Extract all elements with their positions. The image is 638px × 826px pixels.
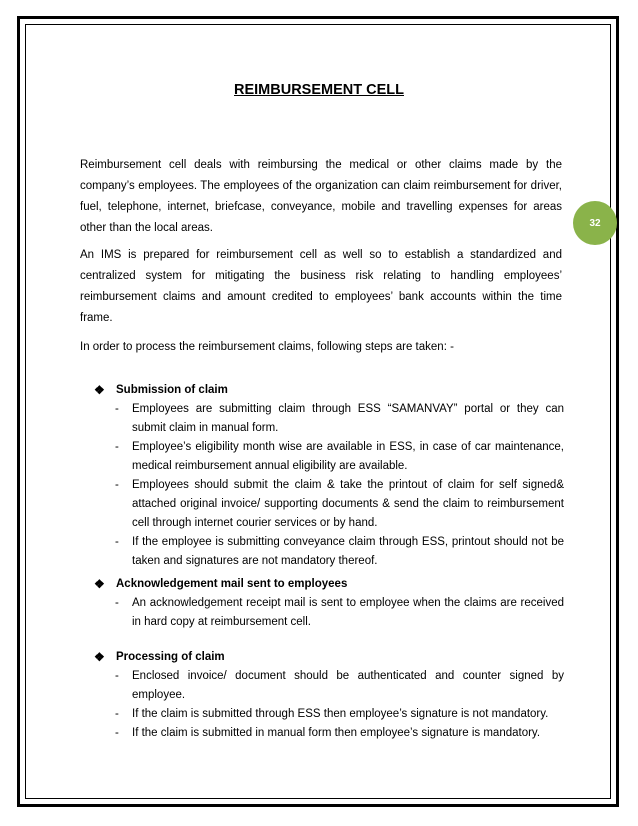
diamond-bullet-icon: ❖: [94, 577, 105, 591]
section-heading-text: Acknowledgement mail sent to employees: [116, 578, 348, 590]
section-processing-of-claim: [94, 647, 564, 743]
section-heading-text: Processing of claim: [116, 651, 225, 663]
dash-bullet: -: [115, 708, 119, 720]
section-heading: [94, 380, 564, 400]
dash-bullet: -: [115, 403, 119, 415]
section-heading: [94, 574, 564, 594]
dash-bullet: -: [115, 479, 119, 491]
paragraph-intro: Reimbursement cell deals with reimbursing the medical or other claims made by the company’s employees. The employees of the organization can claim reimbursement for driver, fuel, telephone, internet, briefcase, conveyance, mobile and travelling expenses for areas other than the local areas.: [80, 159, 562, 234]
dash-bullet: -: [115, 670, 119, 682]
steps-intro: In order to process the reimbursement claims, following steps are taken: -: [80, 341, 454, 353]
list-item: - Enclosed invoice/ document should be authenticated and counter signed by employee.: [94, 667, 564, 705]
list-item: - If the employee is submitting conveyance claim through ESS, printout should not be taken and signatures are not mandatory thereof.: [94, 533, 564, 571]
dash-bullet: -: [115, 441, 119, 453]
diamond-bullet-icon: ❖: [94, 650, 105, 664]
dash-bullet: -: [115, 597, 119, 609]
page-title: REIMBURSEMENT CELL: [234, 82, 404, 98]
dash-bullet: -: [115, 727, 119, 739]
list-item: - Employee’s eligibility month wise are available in ESS, in case of car maintenance, medical reimbursement annual eligibility are available.: [94, 438, 564, 476]
dash-bullet: -: [115, 536, 119, 548]
section-heading-text: Submission of claim: [116, 384, 228, 396]
section-heading: [94, 647, 564, 667]
paragraph-ims: An IMS is prepared for reimbursement cell as well so to establish a standardized and centralized system for mitigating the business risk relating to handling employees’ reimbursement claims and amount credited to employees’ bank accounts within the time frame.: [80, 249, 562, 324]
page-number-badge: 32: [573, 201, 617, 245]
diamond-bullet-icon: ❖: [94, 383, 105, 397]
list-item: - If the claim is submitted through ESS then employee’s signature is not mandatory.: [94, 705, 564, 724]
section-submission-of-claim: [94, 380, 564, 571]
list-item: - Employees are submitting claim through ESS “SAMANVAY” portal or they can submit claim in manual form.: [94, 400, 564, 438]
list-item: - Employees should submit the claim & take the printout of claim for self signed& attached original invoice/ supporting documents & send the claim to reimbursement cell through internet courier services or by hand.: [94, 476, 564, 533]
section-acknowledgement-mail: [94, 574, 564, 632]
list-item: - An acknowledgement receipt mail is sent to employee when the claims are received in hard copy at reimbursement cell.: [94, 594, 564, 632]
list-item: - If the claim is submitted in manual form then employee’s signature is mandatory.: [94, 724, 564, 743]
